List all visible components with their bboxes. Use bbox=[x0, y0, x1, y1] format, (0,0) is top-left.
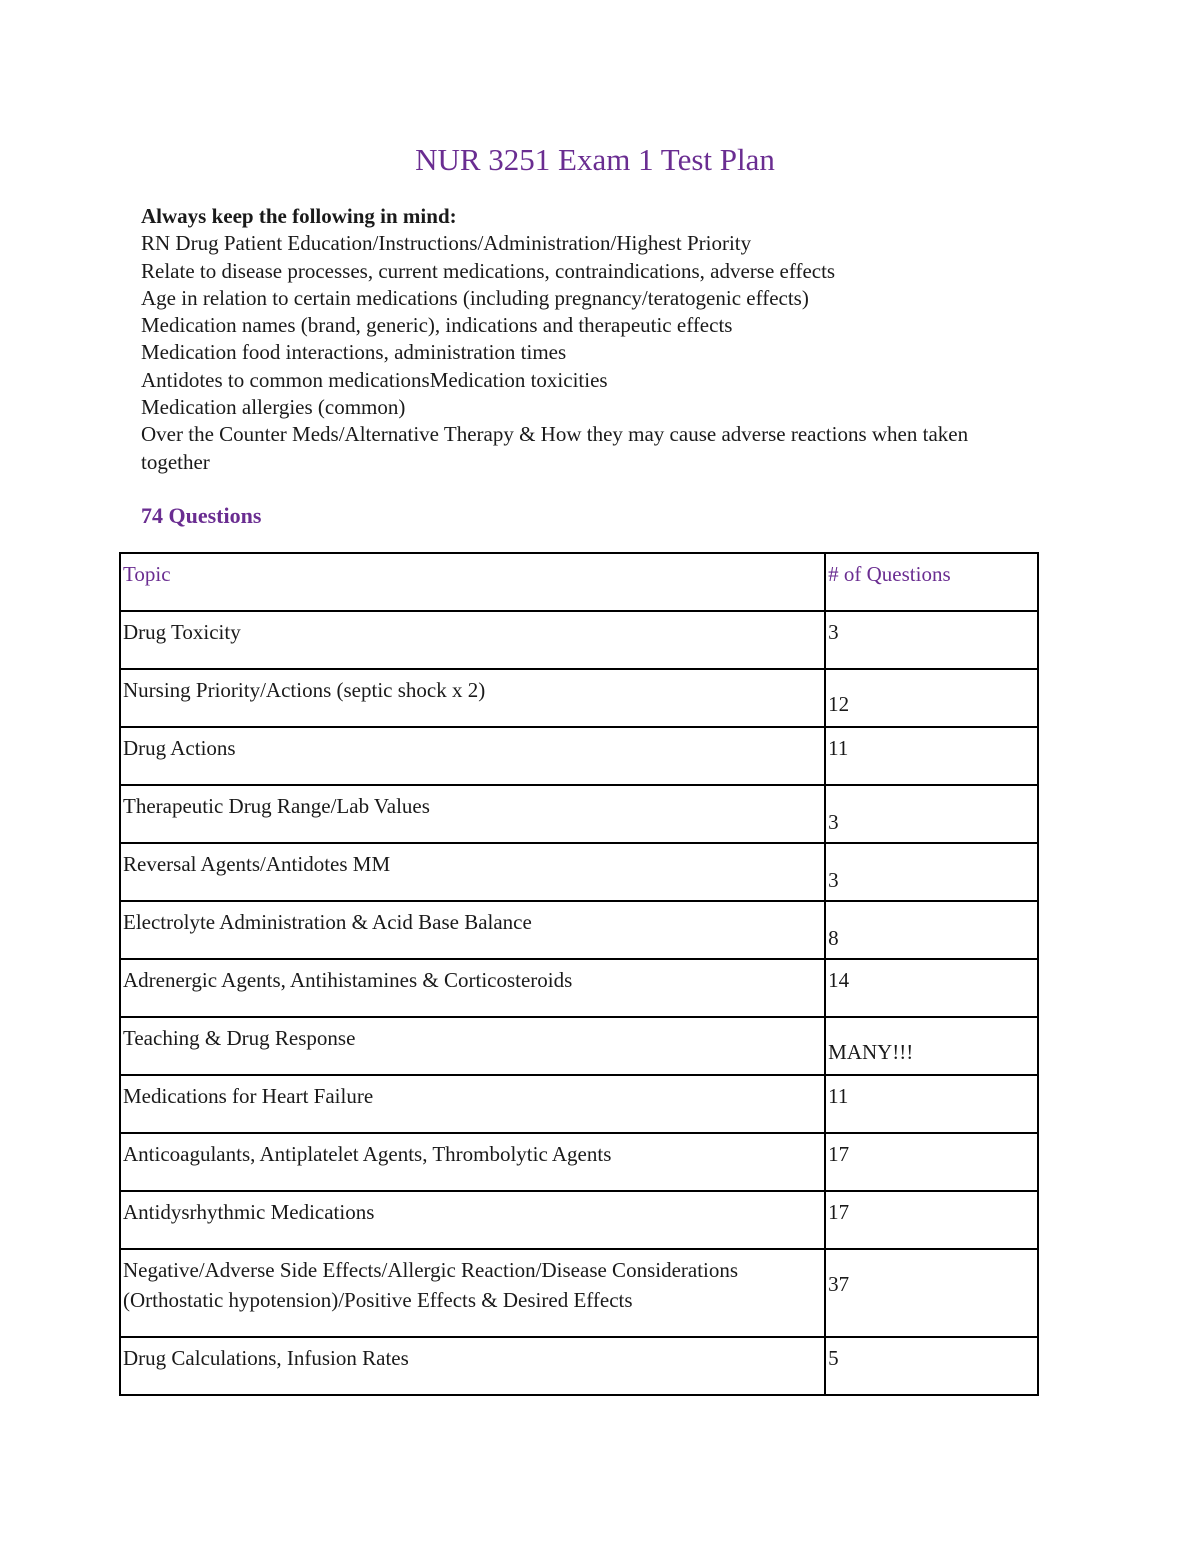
topic-cell: Antidysrhythmic Medications bbox=[120, 1191, 825, 1249]
count-value: 17 bbox=[828, 1142, 850, 1166]
count-cell bbox=[825, 1133, 1038, 1191]
count-value: 14 bbox=[828, 968, 850, 992]
table-row bbox=[120, 1249, 1038, 1337]
count-cell bbox=[825, 1337, 1038, 1395]
count-value: 3 bbox=[828, 620, 839, 644]
topic-cell: Therapeutic Drug Range/Lab Values bbox=[120, 785, 825, 843]
topic-cell: Negative/Adverse Side Effects/Allergic Reaction/Disease Considerations (Orthostatic hypotension)/Positive Effects & Desired Effects bbox=[120, 1249, 825, 1337]
question-count-heading: 74 Questions bbox=[141, 503, 262, 528]
count-value: 5 bbox=[828, 1346, 839, 1370]
table-row bbox=[120, 1017, 1038, 1075]
reminders-heading: Always keep the following in mind: bbox=[141, 204, 457, 228]
count-value: MANY!!! bbox=[828, 1040, 914, 1064]
reminder-line: RN Drug Patient Education/Instructions/Administration/Highest Priority bbox=[141, 231, 752, 256]
reminder-line: Relate to disease processes, current medications, contraindications, adverse effects bbox=[141, 258, 836, 283]
reminder-line: Medication allergies (common) bbox=[141, 395, 406, 420]
reminder-line: Age in relation to certain medications (including pregnancy/teratogenic effects) bbox=[141, 285, 809, 310]
count-value: 3 bbox=[828, 868, 839, 892]
topic-cell: Teaching & Drug Response bbox=[120, 1017, 825, 1075]
table-row bbox=[120, 1075, 1038, 1133]
reminder-line: Antidotes to common medicationsMedication toxicities bbox=[141, 367, 608, 392]
table-row bbox=[120, 785, 1038, 843]
test-plan-table bbox=[119, 552, 1039, 1396]
count-cell bbox=[825, 611, 1038, 669]
count-cell bbox=[825, 1017, 1038, 1075]
count-cell bbox=[825, 727, 1038, 785]
topic-cell: Electrolyte Administration & Acid Base Balance bbox=[120, 901, 825, 959]
count-cell bbox=[825, 785, 1038, 843]
count-cell bbox=[825, 669, 1038, 727]
reminders-block bbox=[141, 203, 1041, 476]
count-cell bbox=[825, 1191, 1038, 1249]
count-cell bbox=[825, 1075, 1038, 1133]
topic-cell: Drug Toxicity bbox=[120, 611, 825, 669]
topic-cell: Adrenergic Agents, Antihistamines & Corticosteroids bbox=[120, 959, 825, 1017]
table-row bbox=[120, 727, 1038, 785]
table-row bbox=[120, 1191, 1038, 1249]
table-header-row bbox=[120, 553, 1038, 611]
column-header-topic: Topic bbox=[120, 553, 825, 611]
reminder-line: Over the Counter Meds/Alternative Therapy & How they may cause adverse reactions when taken together bbox=[141, 422, 969, 474]
reminder-line: Medication names (brand, generic), indications and therapeutic effects bbox=[141, 313, 733, 338]
topic-cell: Medications for Heart Failure bbox=[120, 1075, 825, 1133]
topic-cell: Reversal Agents/Antidotes MM bbox=[120, 843, 825, 901]
page-title: NUR 3251 Exam 1 Test Plan bbox=[415, 142, 775, 177]
table-row bbox=[120, 669, 1038, 727]
count-cell bbox=[825, 1249, 1038, 1337]
table-row bbox=[120, 1337, 1038, 1395]
count-cell bbox=[825, 843, 1038, 901]
table-row bbox=[120, 901, 1038, 959]
topic-cell: Drug Calculations, Infusion Rates bbox=[120, 1337, 825, 1395]
table-row bbox=[120, 611, 1038, 669]
count-value: 8 bbox=[828, 926, 839, 950]
table-row bbox=[120, 1133, 1038, 1191]
count-value: 12 bbox=[828, 692, 850, 716]
count-value: 11 bbox=[828, 736, 849, 760]
topic-cell: Nursing Priority/Actions (septic shock x 2) bbox=[120, 669, 825, 727]
table-row bbox=[120, 843, 1038, 901]
count-cell bbox=[825, 959, 1038, 1017]
topic-cell: Drug Actions bbox=[120, 727, 825, 785]
count-value: 17 bbox=[828, 1200, 850, 1224]
count-value: 11 bbox=[828, 1084, 849, 1108]
column-header-count: # of Questions bbox=[825, 553, 1038, 611]
count-value: 3 bbox=[828, 810, 839, 834]
topic-cell: Anticoagulants, Antiplatelet Agents, Thrombolytic Agents bbox=[120, 1133, 825, 1191]
reminder-line: Medication food interactions, administration times bbox=[141, 340, 567, 365]
table-row bbox=[120, 959, 1038, 1017]
count-value: 37 bbox=[828, 1272, 850, 1296]
count-cell bbox=[825, 901, 1038, 959]
